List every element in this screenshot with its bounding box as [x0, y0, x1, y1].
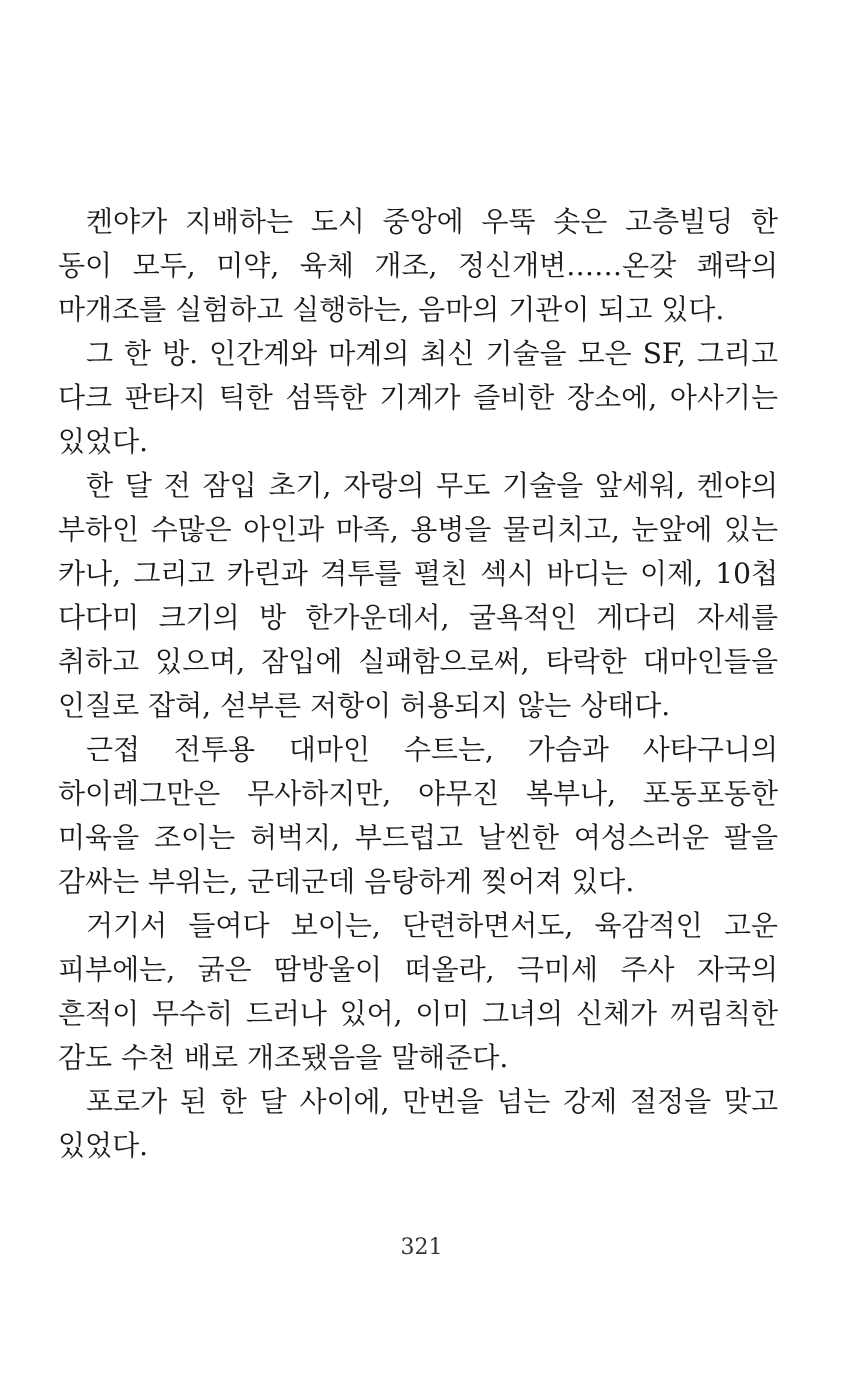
paragraph-5: 거기서 들여다 보이는, 단련하면서도, 육감적인 고운 피부에는, 굵은 땀방울이 떠올라, 극미세 주사 자국의 흔적이 무수히 드러나 있어, 이미 그녀의 신체가 꺼림칙한 감도 수천 배로 개조됐음을 말해준다.: [58, 909, 778, 1074]
page-body: [58, 200, 778, 1168]
page-number: 321: [400, 1235, 443, 1260]
paragraph-6: 포로가 된 한 달 사이에, 만번을 넘는 강제 절정을 맞고 있었다.: [58, 1085, 778, 1162]
paragraph-1: 켄야가 지배하는 도시 중앙에 우뚝 솟은 고층빌딩 한 동이 모두, 미약, 육체 개조, 정신개변……온갖 쾌락의 마개조를 실험하고 실행하는, 음마의 기관이 되고 있다.: [58, 205, 778, 326]
paragraph-2: 그 한 방. 인간계와 마계의 최신 기술을 모은 SF, 그리고 다크 판타지 틱한 섬뜩한 기계가 즐비한 장소에, 아사기는 있었다.: [58, 337, 778, 458]
paragraph-4: 근접 전투용 대마인 수트는, 가슴과 사타구니의 하이레그만은 무사하지만, 야무진 복부나, 포동포동한 미육을 조이는 허벅지, 부드럽고 날씬한 여성스러운 팔을 감싸는 부위는, 군데군데 음탕하게 찢어져 있다.: [58, 733, 778, 898]
paragraph-3: 한 달 전 잠입 초기, 자랑의 무도 기술을 앞세워, 켄야의 부하인 수많은 아인과 마족, 용병을 물리치고, 눈앞에 있는 카나, 그리고 카린과 격투를 펼친 섹시 바디는 이제, 10첩 다다미 크기의 방 한가운데서, 굴욕적인 게다리 자세를 취하고 있으며, 잠입에 실패함으로써, 타락한 대마인들을 인질로 잡혀, 섣부른 저항이 허용되지 않는 상태다.: [58, 469, 778, 722]
